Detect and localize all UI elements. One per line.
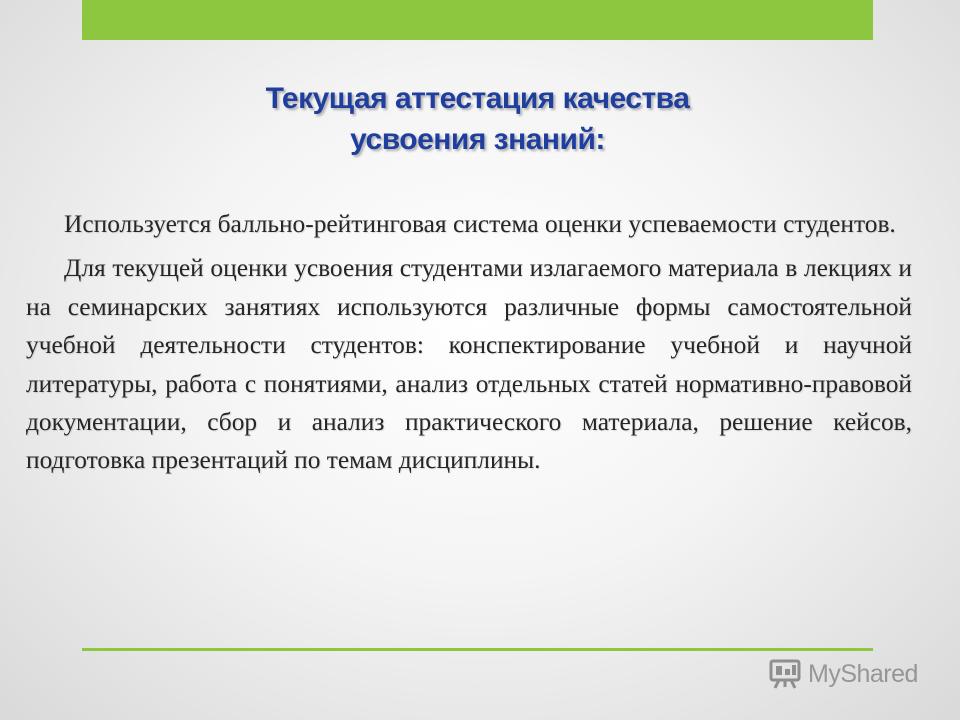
watermark-text: MyShared	[808, 659, 918, 688]
body-paragraph-1: Используется балльно-рейтинговая система оценки успеваемости студентов.	[64, 210, 896, 238]
slide-body	[26, 205, 912, 480]
slide-title-line-2: усвоения знаний:	[350, 123, 605, 156]
bottom-accent-line	[82, 648, 873, 651]
projector-screen-icon	[768, 657, 802, 691]
slide-title-line-1: Текущая аттестация качества	[265, 82, 690, 115]
slide-title	[82, 78, 873, 160]
top-accent-bar	[82, 0, 873, 40]
body-paragraph-2: Для текущей оценки усвоения студентами излагаемого материала в лекциях и на семинарских занятиях используются различные формы самостоятельной учебной деятельности студентов: конспектирование учебной и научной литературы, работа с понятиями, анализ отдельных статей нормативно-правовой документации, сбор и анализ практического материала, решение кейсов, подготовка презентаций по темам дисциплины.	[26, 254, 912, 475]
myshared-watermark	[768, 656, 918, 692]
